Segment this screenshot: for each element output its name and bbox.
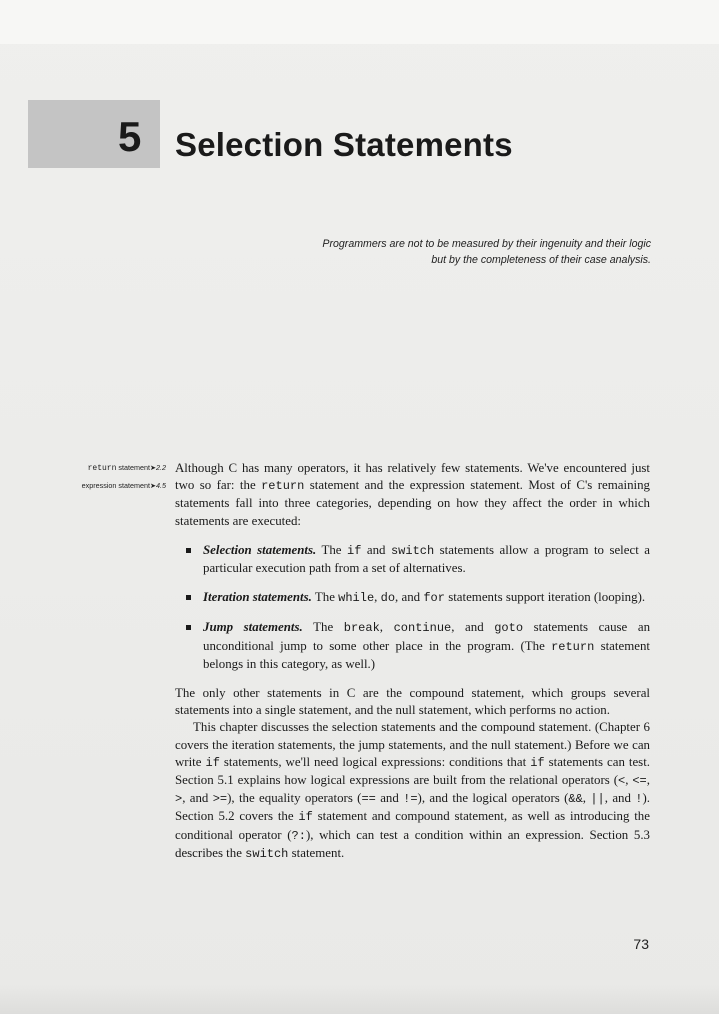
chapter-title: Selection Statements [175,126,513,163]
margin-note-expression [40,481,166,490]
code-if: if [298,810,313,825]
code-switch: switch [390,543,435,558]
para-text: statements can test. Section 5.1 explains how logical expressions are built from the relational operators ( [175,754,650,788]
bullet-text: The [313,620,334,635]
page-number: 73 [633,936,649,952]
code-ge: >= [212,792,228,807]
bullet-text: , [379,620,384,635]
margin-note-code: return [87,464,117,473]
bullet-square-icon [186,595,191,600]
bullet-text: statement belongs in this category, as well.) [203,638,650,671]
bullet-text: statements cause an unconditional jump to some other place in the program. (The [203,620,651,653]
body-text [175,460,650,863]
statement-categories-list [175,542,650,673]
bullet-text: , [374,590,378,605]
bullet-term: Iteration statements. [203,590,312,605]
para-text: statements, we'll need logical expressions: conditions that [223,754,527,769]
code-if: if [347,543,362,558]
code-switch: switch [245,846,289,861]
margin-note-return [40,463,166,473]
code-return: return [551,639,595,654]
margin-note-ref: 4.5 [156,481,166,490]
para-text: , and [182,791,209,806]
code-do: do [380,591,396,606]
code-continue: continue [393,621,452,636]
bullet-text: , and [451,620,484,635]
para-text: , [646,773,650,788]
para-text: statement and compound statement, as well as introducing the conditional operator ( [175,809,650,842]
code-return: return [261,479,305,494]
para-text: , [582,791,587,806]
chapter-overview-paragraph [175,719,650,863]
para-text: This chapter discusses the selection statements and the compound statement. (Chapter 6 covers the iteration statements, the jump statements, and the null statement.) Before we can write [175,720,650,769]
para-text: , [625,773,629,788]
bullet-square-icon [186,548,191,553]
code-conditional: ?: [291,828,306,843]
chapter-number: 5 [118,113,142,160]
bullet-text: and [366,542,386,557]
epigraph: Programmers are not to be measured by their ingenuity and their logic but by the completeness of their case analysis. [322,238,651,266]
bullet-text: statements support iteration (looping). [448,590,646,605]
para-text: ), and the logical operators ( [417,791,569,806]
margin-note-ref: 2.2 [156,463,166,472]
margin-note-arrow-icon: ➤ [149,463,156,472]
page-bottom-shadow [0,984,719,1014]
margin-note-arrow-icon: ➤ [149,481,156,490]
code-not: ! [635,792,643,807]
compound-paragraph: The only other statements in C are the compound statement, which groups several statements into a single statement, and the null statement, which performs no action. [175,686,650,718]
para-text: and [380,791,399,806]
margin-note-text: expression statement [81,481,150,490]
bullet-text: , and [395,590,421,605]
code-while: while [338,591,375,606]
code-if: if [205,755,220,770]
code-if: if [530,755,545,770]
code-ne: != [403,792,418,807]
para-text: ), which can test a condition within an expression. Section 5.3 describes the [175,827,650,860]
code-break: break [343,621,380,636]
bullet-text: The [321,542,342,557]
list-item-jump [175,619,650,673]
code-or: || [590,792,605,807]
list-item-selection [175,542,650,577]
intro-text-1: Although C has many operators, it has relatively few statements. We've encountered just two so far: the [175,461,650,493]
bullet-term: Jump statements. [203,620,303,635]
para-text: , and [604,791,631,806]
intro-text-2: statement and the expression statement. Most of C's remaining statements fall into three categories, depending on how they affect the order in which statements are executed: [175,478,651,528]
code-and: && [568,792,583,807]
code-le: <= [632,774,647,789]
bullet-text: The [314,590,335,605]
code-for: for [423,591,445,606]
bullet-square-icon [186,625,191,630]
margin-note-text: statement [118,463,150,472]
code-lt: < [618,774,626,789]
page-top-edge [0,0,719,44]
para-text: ). Section 5.2 covers the [175,791,650,824]
code-goto: goto [494,621,524,636]
intro-paragraph [175,460,650,530]
para-text: ), the equality operators ( [227,791,362,806]
bullet-text: statements allow a program to select a particular execution path from a set of alternatives. [203,542,650,576]
list-item-iteration [175,589,650,607]
para-text: statement. [291,845,345,860]
bullet-term: Selection statements. [203,542,317,557]
code-eq: == [361,792,376,807]
code-gt: > [175,792,183,807]
